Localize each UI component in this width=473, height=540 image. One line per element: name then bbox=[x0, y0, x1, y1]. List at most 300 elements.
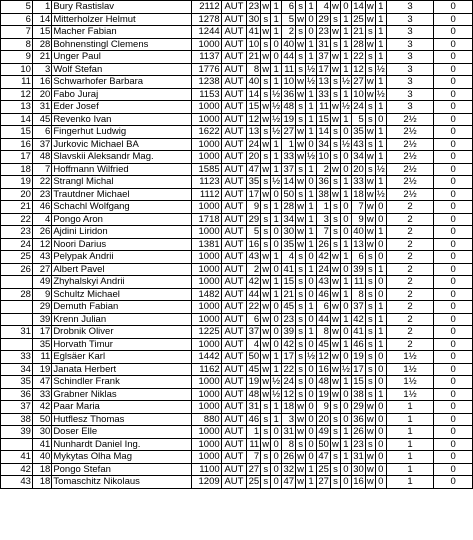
r4-color-cell: s bbox=[365, 26, 375, 39]
points-cell: 3 bbox=[386, 51, 434, 64]
r3-opponent-cell: 44 bbox=[318, 313, 329, 325]
r1-color-cell: w bbox=[262, 276, 270, 287]
rank-cell: 28 bbox=[1, 288, 33, 301]
r2-color-cell: s bbox=[296, 26, 306, 39]
r3-color-cell: s bbox=[330, 176, 340, 189]
rating-cell: 1225 bbox=[192, 326, 221, 339]
r4-color-cell: w bbox=[366, 188, 374, 200]
r1-opponent-cell: 23 bbox=[248, 1, 260, 12]
federation-cell: AUT bbox=[221, 251, 247, 264]
r3-result-cell: 1 bbox=[340, 376, 351, 389]
table-row bbox=[1, 113, 473, 126]
r1-result-cell: 0 bbox=[271, 51, 282, 64]
r4-color-cell: s bbox=[365, 313, 375, 326]
player-name-cell: Pelypak Andrii bbox=[52, 251, 192, 264]
r3-opponent-cell: 8 bbox=[317, 326, 331, 339]
start-number-cell: 23 bbox=[32, 188, 51, 201]
player-name-cell: Zhyhalskyi Andrii bbox=[52, 276, 192, 289]
start-number-cell: 41 bbox=[32, 438, 51, 451]
rating-cell: 880 bbox=[192, 413, 221, 426]
r3-result-cell: 0 bbox=[340, 413, 351, 426]
rating-cell: 1000 bbox=[192, 38, 221, 51]
player-name-cell: Ajdini Liridon bbox=[52, 226, 192, 239]
points-cell: 2 bbox=[386, 301, 434, 314]
r3-result-cell: 0 bbox=[340, 351, 351, 364]
r4-result-cell: 0 bbox=[375, 413, 386, 426]
r3-result-cell: ½ bbox=[341, 76, 350, 87]
tiebreak-cell: 0 bbox=[434, 451, 473, 464]
r2-color-cell: s bbox=[296, 388, 306, 401]
rank-cell: 12 bbox=[1, 88, 33, 101]
table-row bbox=[1, 363, 473, 376]
r1-result-cell: ½ bbox=[272, 376, 281, 387]
r4-result-cell: ½ bbox=[376, 163, 385, 175]
rating-cell: 1000 bbox=[192, 338, 221, 351]
points-cell: 3 bbox=[386, 88, 434, 101]
r1-color-cell: w bbox=[262, 288, 270, 300]
r3-result-cell: 1 bbox=[340, 426, 351, 439]
rank-cell: 25 bbox=[1, 251, 33, 264]
rank-cell: 41 bbox=[1, 451, 33, 464]
r3-color-cell: w bbox=[332, 101, 339, 112]
r4-opponent-cell: 28 bbox=[353, 38, 364, 50]
federation-cell: AUT bbox=[221, 1, 247, 14]
r1-color-cell: s bbox=[261, 126, 271, 139]
r2-opponent-cell: 33 bbox=[283, 151, 295, 162]
table-row bbox=[1, 376, 473, 389]
table-row bbox=[1, 288, 473, 301]
r4-opponent-cell: 36 bbox=[353, 413, 364, 425]
rating-cell: 1000 bbox=[192, 151, 221, 164]
r2-opponent-cell: 30 bbox=[283, 226, 295, 237]
r2-result-cell: 1 bbox=[306, 101, 317, 114]
table-row bbox=[1, 388, 473, 401]
r4-color-cell: s bbox=[365, 388, 375, 401]
tiebreak-cell: 0 bbox=[434, 388, 473, 401]
r4-result-cell: 0 bbox=[375, 113, 386, 126]
rating-cell: 1000 bbox=[192, 376, 221, 389]
points-cell: 2½ bbox=[386, 188, 434, 201]
r2-opponent-cell: 27 bbox=[283, 126, 295, 137]
r1-result-cell: 1 bbox=[271, 151, 282, 164]
r3-opponent-cell: 38 bbox=[318, 188, 329, 200]
r3-result-cell: 0 bbox=[340, 1, 351, 14]
r1-result-cell: 1 bbox=[271, 63, 282, 76]
r3-opponent-cell: 16 bbox=[318, 363, 329, 375]
r4-color-cell: w bbox=[366, 476, 374, 487]
rating-cell: 1585 bbox=[192, 163, 221, 176]
player-name-cell: Horvath Timur bbox=[52, 338, 192, 351]
tiebreak-cell: 0 bbox=[434, 313, 473, 326]
r1-opponent-cell: 7 bbox=[247, 451, 261, 464]
table-row bbox=[1, 38, 473, 51]
rating-cell: 1482 bbox=[192, 288, 221, 301]
federation-cell: AUT bbox=[221, 51, 247, 64]
start-number-cell: 12 bbox=[32, 238, 51, 251]
start-number-cell: 37 bbox=[32, 138, 51, 151]
r1-opponent-cell: 29 bbox=[248, 213, 260, 225]
r2-opponent-cell: 47 bbox=[283, 476, 295, 487]
r4-result-cell: 0 bbox=[375, 376, 386, 389]
rating-cell: 1000 bbox=[192, 226, 221, 239]
table-row bbox=[1, 226, 473, 239]
r2-result-cell: 1 bbox=[306, 113, 317, 126]
r2-color-cell: w bbox=[297, 476, 304, 487]
rank-cell: 31 bbox=[1, 326, 33, 339]
start-number-cell: 4 bbox=[32, 213, 51, 226]
r3-color-cell: w bbox=[332, 263, 339, 275]
r2-result-cell: 0 bbox=[306, 376, 317, 389]
r4-color-cell: w bbox=[366, 126, 374, 137]
rating-cell: 1209 bbox=[192, 476, 221, 489]
r4-color-cell: s bbox=[365, 276, 375, 289]
start-number-cell: 19 bbox=[32, 363, 51, 376]
r1-color-cell: w bbox=[262, 376, 270, 387]
r1-color-cell: s bbox=[261, 426, 271, 439]
player-name-cell: Hutflesz Thomas bbox=[52, 413, 192, 426]
start-number-cell: 48 bbox=[32, 151, 51, 164]
r1-color-cell: w bbox=[262, 351, 270, 362]
r2-result-cell: 0 bbox=[306, 13, 317, 26]
r4-opponent-cell: 41 bbox=[353, 326, 364, 337]
rating-cell: 1000 bbox=[192, 263, 221, 276]
table-row bbox=[1, 238, 473, 251]
player-name-cell: Pongo Aron bbox=[52, 213, 192, 226]
r3-opponent-cell: 14 bbox=[318, 126, 329, 137]
r2-color-cell: w bbox=[297, 151, 304, 162]
tiebreak-cell: 0 bbox=[434, 438, 473, 451]
r4-result-cell: 1 bbox=[375, 263, 386, 276]
table-row bbox=[1, 338, 473, 351]
federation-cell: AUT bbox=[221, 351, 247, 364]
r3-opponent-cell: 43 bbox=[318, 276, 329, 287]
federation-cell: AUT bbox=[221, 326, 247, 339]
r3-color-cell: s bbox=[330, 38, 340, 51]
r4-opponent-cell: 5 bbox=[351, 113, 365, 126]
r4-opponent-cell: 22 bbox=[353, 51, 364, 62]
tiebreak-cell: 0 bbox=[434, 126, 473, 139]
r4-result-cell: 1 bbox=[375, 51, 386, 64]
tiebreak-cell: 0 bbox=[434, 213, 473, 226]
tiebreak-cell: 0 bbox=[434, 63, 473, 76]
r4-color-cell: w bbox=[366, 451, 374, 462]
r4-opponent-cell: 23 bbox=[353, 438, 364, 450]
r2-result-cell: 1 bbox=[306, 476, 317, 489]
start-number-cell: 21 bbox=[32, 51, 51, 64]
r3-opponent-cell: 29 bbox=[318, 13, 329, 25]
r2-color-cell: s bbox=[296, 313, 306, 326]
tiebreak-cell: 0 bbox=[434, 13, 473, 26]
r3-result-cell: 1 bbox=[340, 338, 351, 351]
start-number-cell: 28 bbox=[32, 38, 51, 51]
r4-color-cell: s bbox=[365, 63, 375, 76]
points-cell: 2½ bbox=[386, 113, 434, 126]
r2-result-cell: 1 bbox=[306, 188, 317, 201]
r1-opponent-cell: 50 bbox=[248, 351, 260, 362]
points-cell: 1 bbox=[386, 426, 434, 439]
r4-color-cell: s bbox=[365, 263, 375, 276]
r3-color-cell: w bbox=[332, 313, 339, 325]
player-name-cell: Mykytas Olha Mag bbox=[52, 451, 192, 464]
r1-opponent-cell: 12 bbox=[248, 113, 260, 125]
federation-cell: AUT bbox=[221, 201, 247, 214]
r4-opponent-cell: 10 bbox=[353, 88, 364, 100]
r1-result-cell: 1 bbox=[271, 1, 282, 14]
start-number-cell: 6 bbox=[32, 126, 51, 139]
rating-cell: 1162 bbox=[192, 363, 221, 376]
r2-color-cell: s bbox=[296, 288, 306, 301]
r1-result-cell: 1 bbox=[271, 201, 282, 214]
r1-opponent-cell: 22 bbox=[248, 301, 260, 312]
r3-opponent-cell: 6 bbox=[317, 301, 331, 314]
r2-result-cell: 0 bbox=[306, 251, 317, 264]
r1-color-cell: s bbox=[261, 463, 271, 476]
r4-opponent-cell: 19 bbox=[353, 351, 364, 362]
start-number-cell: 3 bbox=[32, 63, 51, 76]
r2-color-cell: w bbox=[297, 213, 304, 225]
r2-opponent-cell: 10 bbox=[283, 76, 295, 87]
r2-result-cell: ½ bbox=[307, 351, 315, 362]
tiebreak-cell: 0 bbox=[434, 51, 473, 64]
table-row bbox=[1, 26, 473, 39]
r1-opponent-cell: 21 bbox=[248, 51, 260, 62]
r3-color-cell: w bbox=[332, 326, 339, 337]
r4-opponent-cell: 39 bbox=[353, 263, 364, 275]
r2-result-cell: 1 bbox=[306, 38, 317, 51]
federation-cell: AUT bbox=[221, 388, 247, 401]
r2-result-cell: 1 bbox=[306, 301, 317, 314]
r2-opponent-cell: 19 bbox=[283, 113, 295, 125]
start-number-cell: 39 bbox=[32, 313, 51, 326]
player-name-cell: Schultz Michael bbox=[52, 288, 192, 301]
rank-cell: 7 bbox=[1, 26, 33, 39]
r3-color-cell: s bbox=[330, 13, 340, 26]
r3-result-cell: ½ bbox=[341, 101, 350, 112]
r1-color-cell: w bbox=[262, 301, 270, 312]
federation-cell: AUT bbox=[221, 176, 247, 189]
r2-opponent-cell: 11 bbox=[282, 63, 296, 76]
federation-cell: AUT bbox=[221, 438, 247, 451]
r4-result-cell: 1 bbox=[375, 101, 386, 114]
r2-result-cell: 0 bbox=[306, 26, 317, 39]
r4-opponent-cell: 43 bbox=[353, 138, 364, 150]
r2-color-cell: w bbox=[297, 226, 304, 237]
r2-color-cell: w bbox=[297, 126, 304, 137]
r2-opponent-cell: 32 bbox=[283, 463, 295, 475]
r3-opponent-cell: 25 bbox=[318, 463, 329, 475]
r1-color-cell: s bbox=[261, 213, 271, 226]
start-number-cell: 26 bbox=[32, 226, 51, 239]
r4-opponent-cell: 46 bbox=[353, 338, 364, 350]
r3-result-cell: 1 bbox=[340, 63, 351, 76]
r2-opponent-cell: 50 bbox=[283, 188, 295, 200]
rank-cell bbox=[1, 313, 33, 326]
federation-cell: AUT bbox=[221, 13, 247, 26]
r4-color-cell: w bbox=[366, 1, 374, 12]
r3-opponent-cell: 31 bbox=[318, 38, 329, 50]
r4-opponent-cell: 9 bbox=[351, 213, 365, 226]
r2-opponent-cell: 18 bbox=[283, 401, 295, 412]
points-cell: 1 bbox=[386, 463, 434, 476]
r4-result-cell: 1 bbox=[375, 326, 386, 339]
rank-cell bbox=[1, 301, 33, 314]
start-number-cell: 16 bbox=[32, 76, 51, 89]
r3-result-cell: 0 bbox=[340, 151, 351, 164]
start-number-cell: 46 bbox=[32, 201, 51, 214]
r2-color-cell: w bbox=[297, 76, 304, 87]
r1-color-cell: w bbox=[262, 363, 270, 375]
r3-color-cell: w bbox=[332, 51, 339, 62]
table-row bbox=[1, 1, 473, 14]
r2-color-cell: s bbox=[296, 301, 306, 314]
r2-opponent-cell: 2 bbox=[282, 26, 296, 39]
tiebreak-cell: 0 bbox=[434, 463, 473, 476]
r4-color-cell: s bbox=[365, 51, 375, 64]
rating-cell: 1000 bbox=[192, 301, 221, 314]
r4-color-cell: w bbox=[366, 226, 374, 237]
r1-opponent-cell: 44 bbox=[248, 288, 260, 300]
r4-color-cell: s bbox=[365, 251, 375, 264]
r1-color-cell: s bbox=[261, 151, 271, 164]
r3-color-cell: s bbox=[330, 463, 340, 476]
r3-color-cell: s bbox=[330, 476, 340, 489]
points-cell: 2½ bbox=[386, 163, 434, 176]
start-number-cell: 30 bbox=[32, 426, 51, 439]
player-name-cell: Drobnik Oliver bbox=[52, 326, 192, 339]
r2-color-cell: w bbox=[297, 413, 304, 425]
points-cell: 1 bbox=[386, 413, 434, 426]
r4-result-cell: 0 bbox=[375, 276, 386, 289]
r4-opponent-cell: 20 bbox=[353, 163, 364, 175]
table-row bbox=[1, 151, 473, 164]
r1-opponent-cell: 5 bbox=[247, 226, 261, 239]
rank-cell: 13 bbox=[1, 101, 33, 114]
start-number-cell: 40 bbox=[32, 451, 51, 464]
r4-color-cell: s bbox=[365, 351, 375, 364]
r1-result-cell: 0 bbox=[271, 238, 282, 251]
rank-cell: 38 bbox=[1, 413, 33, 426]
r4-result-cell: 1 bbox=[375, 226, 386, 239]
r3-result-cell: 0 bbox=[340, 401, 351, 414]
r1-opponent-cell: 37 bbox=[248, 326, 260, 337]
points-cell: 3 bbox=[386, 63, 434, 76]
player-name-cell: Doser Elle bbox=[52, 426, 192, 439]
r4-result-cell: 0 bbox=[375, 401, 386, 414]
r1-color-cell: s bbox=[261, 238, 271, 251]
r4-color-cell: w bbox=[366, 413, 374, 425]
rank-cell bbox=[1, 276, 33, 289]
rank-cell: 14 bbox=[1, 113, 33, 126]
r4-result-cell: 1 bbox=[375, 313, 386, 326]
r1-color-cell: s bbox=[261, 476, 271, 489]
tiebreak-cell: 0 bbox=[434, 301, 473, 314]
r3-opponent-cell: 33 bbox=[318, 88, 329, 100]
r2-opponent-cell: 21 bbox=[283, 288, 295, 300]
rating-cell: 1000 bbox=[192, 101, 221, 114]
r1-opponent-cell: 24 bbox=[248, 138, 260, 150]
federation-cell: AUT bbox=[221, 26, 247, 39]
player-name-cell: Strangl Michal bbox=[52, 176, 192, 189]
r4-opponent-cell: 21 bbox=[353, 26, 364, 37]
tiebreak-cell: 0 bbox=[434, 476, 473, 489]
r1-opponent-cell: 41 bbox=[248, 26, 260, 37]
rating-cell: 1000 bbox=[192, 388, 221, 401]
r4-result-cell: 0 bbox=[375, 288, 386, 301]
r3-color-cell: w bbox=[332, 276, 339, 287]
r4-result-cell: 1 bbox=[375, 176, 386, 189]
rating-cell: 1000 bbox=[192, 113, 221, 126]
player-name-cell: Hoffmann Wilfried bbox=[52, 163, 192, 176]
r1-result-cell: ½ bbox=[272, 113, 281, 125]
r3-result-cell: 1 bbox=[340, 276, 351, 289]
rating-cell: 1000 bbox=[192, 251, 221, 264]
r1-result-cell: 0 bbox=[271, 301, 282, 314]
points-cell: 3 bbox=[386, 26, 434, 39]
r3-opponent-cell: 4 bbox=[317, 1, 331, 14]
r4-result-cell: 0 bbox=[375, 238, 386, 251]
r2-color-cell: w bbox=[297, 463, 304, 475]
tiebreak-cell: 0 bbox=[434, 1, 473, 14]
points-cell: 1 bbox=[386, 438, 434, 451]
r1-result-cell: 0 bbox=[271, 263, 282, 276]
r3-result-cell: 0 bbox=[340, 326, 351, 339]
table-row bbox=[1, 251, 473, 264]
tiebreak-cell: 0 bbox=[434, 38, 473, 51]
r1-color-cell: w bbox=[262, 163, 270, 175]
r4-opponent-cell: 25 bbox=[353, 13, 364, 25]
r3-color-cell: s bbox=[330, 76, 340, 89]
r4-opponent-cell: 42 bbox=[353, 313, 364, 325]
r3-color-cell: w bbox=[332, 388, 339, 400]
r3-color-cell: s bbox=[330, 138, 340, 151]
rating-cell: 1123 bbox=[192, 176, 221, 189]
r2-result-cell: 1 bbox=[306, 201, 317, 214]
table-row bbox=[1, 463, 473, 476]
rating-cell: 1100 bbox=[192, 463, 221, 476]
player-name-cell: Albert Pavel bbox=[52, 263, 192, 276]
rating-cell: 1000 bbox=[192, 426, 221, 439]
points-cell: 2½ bbox=[386, 138, 434, 151]
r1-color-cell: w bbox=[262, 138, 270, 150]
rating-cell: 1112 bbox=[192, 188, 221, 201]
r4-color-cell: w bbox=[366, 38, 374, 50]
federation-cell: AUT bbox=[221, 38, 247, 51]
table-row bbox=[1, 51, 473, 64]
r1-color-cell: w bbox=[262, 313, 270, 325]
start-number-cell: 1 bbox=[32, 1, 51, 14]
r4-opponent-cell: 30 bbox=[353, 463, 364, 475]
r4-opponent-cell: 33 bbox=[353, 176, 364, 187]
r4-opponent-cell: 27 bbox=[353, 76, 364, 87]
federation-cell: AUT bbox=[221, 276, 247, 289]
r1-result-cell: ½ bbox=[272, 388, 281, 400]
federation-cell: AUT bbox=[221, 401, 247, 414]
r1-opponent-cell: 42 bbox=[248, 276, 260, 287]
federation-cell: AUT bbox=[221, 363, 247, 376]
tiebreak-cell: 0 bbox=[434, 113, 473, 126]
r4-result-cell: 1 bbox=[375, 338, 386, 351]
r4-result-cell: 0 bbox=[375, 201, 386, 214]
r3-opponent-cell: 45 bbox=[318, 338, 329, 350]
player-name-cell: Bohnenstingl Clemens bbox=[52, 38, 192, 51]
table-row bbox=[1, 301, 473, 314]
r1-result-cell: 1 bbox=[271, 26, 282, 39]
r4-opponent-cell: 13 bbox=[353, 238, 364, 250]
points-cell: 3 bbox=[386, 13, 434, 26]
r2-result-cell: 0 bbox=[306, 276, 317, 289]
r3-result-cell: 0 bbox=[340, 226, 351, 239]
r3-result-cell: 1 bbox=[340, 176, 351, 189]
